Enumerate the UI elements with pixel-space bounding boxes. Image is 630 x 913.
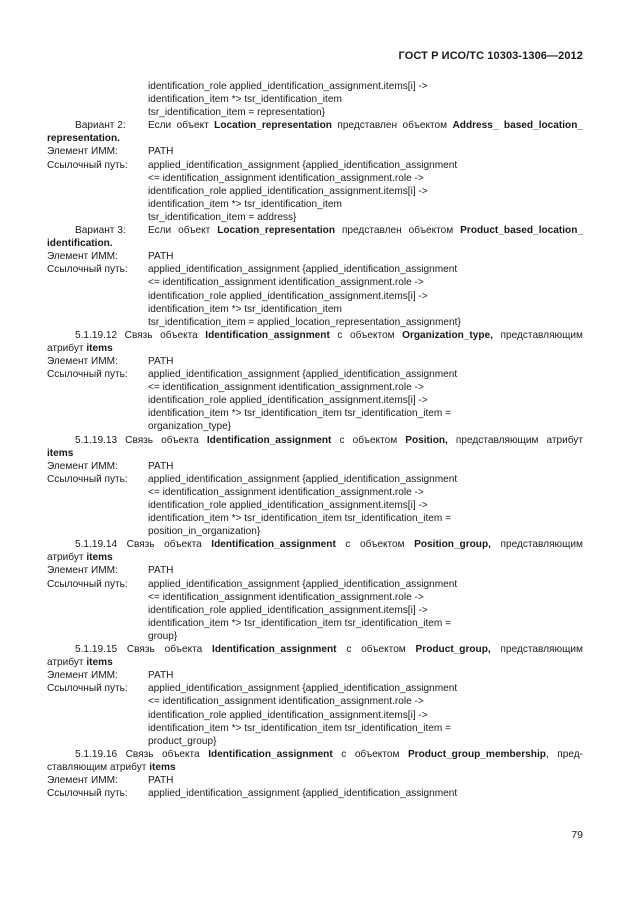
section-text: 5.1.19.14 Связь объекта (75, 539, 212, 551)
section-heading-continuation (47, 761, 583, 774)
section-text: атрибут (47, 342, 87, 354)
section-attribute: items (47, 447, 74, 459)
section-text: с объектом (335, 539, 415, 551)
imm-value: PATH (148, 774, 174, 786)
ref-path-line: <= identification_assignment identification_assignment.role -> (148, 486, 424, 498)
ref-path-row (47, 787, 583, 800)
section-heading-5-1-19-14 (47, 538, 583, 551)
variant-entity-a: Location_representation (217, 225, 336, 237)
section-text: представляющим (490, 644, 583, 656)
ref-path-line: applied_identification_assignment {applied_identification_assignment (148, 159, 458, 171)
section-text: представляющим (492, 329, 583, 341)
imm-label: Элемент ИММ: (47, 670, 118, 682)
section-heading-continuation (47, 447, 583, 460)
ref-path-line: identification_item *> tsr_identification_item tsr_identification_item = (148, 513, 451, 525)
imm-value: PATH (148, 670, 174, 682)
imm-element-row (47, 250, 583, 263)
ref-path-line: applied_identification_assignment {applied_identification_assignment (148, 264, 458, 276)
variant-text-b: представлен объектом (331, 120, 453, 132)
imm-element-row (47, 145, 583, 158)
ref-path-line: <= identification_assignment identification_assignment.role -> (148, 172, 424, 184)
section-attribute: items (86, 552, 113, 564)
imm-element-row (47, 355, 583, 368)
variant-text-a: Если объект (148, 225, 218, 237)
imm-label: Элемент ИММ: (47, 251, 118, 263)
ref-path-line: tsr_identification_item = applied_location_representation_assignment} (148, 316, 461, 328)
ref-path-line: identification_role applied_identification_assignment.items[i] -> (148, 500, 428, 511)
ref-path-line: product_group} (148, 735, 217, 747)
ref-path-label: Ссылочный путь: (47, 264, 128, 276)
imm-label: Элемент ИММ: (47, 355, 118, 367)
section-heading-5-1-19-16 (47, 748, 583, 761)
section-text: с объектом (336, 644, 416, 656)
section-text: с объектом (332, 748, 408, 760)
variant-text-a: Если объект (148, 120, 215, 132)
variant-3-heading (47, 224, 583, 237)
ref-path-line: applied_identification_assignment {applied_identification_assignment (148, 369, 458, 381)
ref-path-line: applied_identification_assignment {applied_identification_assignment (148, 683, 458, 695)
ref-path-line: tsr_identification_item = address} (148, 211, 297, 223)
ref-path-line: identification_item *> tsr_identification_item (148, 303, 342, 315)
section-entity-b: Product_group, (415, 644, 491, 656)
ref-path-line: tsr_identification_item = representation} (148, 107, 326, 119)
variant-label: Вариант 3: (75, 225, 126, 237)
section-heading-5-1-19-12 (47, 329, 583, 342)
variant-text-b: представлен объектом (335, 225, 461, 237)
imm-value: PATH (148, 565, 174, 577)
ref-path-line: identification_item *> tsr_identification_item tsr_identification_item = (148, 722, 451, 734)
page-header: ГОСТ Р ИСО/ТС 10303-1306—2012 (398, 50, 583, 62)
ref-path-line: group} (148, 630, 178, 642)
section-text: представляющим атрибут (447, 434, 583, 446)
variant-entity-b: Product_based_location_ (460, 225, 583, 237)
ref-path-line: identification_role applied_identification_assignment.items[i] -> (148, 290, 428, 302)
ref-path-line: applied_identification_assignment {applied_identification_assignment (148, 788, 458, 800)
ref-path-line: <= identification_assignment identification_assignment.role -> (148, 696, 424, 708)
section-text: 5.1.19.15 Связь объекта (75, 644, 213, 656)
section-entity-a: Identification_assignment (205, 329, 330, 341)
imm-element-row (47, 669, 583, 682)
section-entity-a: Identification_assignment (208, 748, 333, 760)
ref-path-line: applied_identification_assignment {applied_identification_assignment (148, 473, 458, 485)
section-entity-a: Identification_assignment (206, 434, 332, 446)
ref-path-line: organization_type} (148, 421, 232, 433)
section-entity-b: Product_group_membership (407, 748, 546, 760)
ref-path-line: identification_role applied_identification_assignment.items[i] -> (148, 81, 428, 92)
ref-path-row (47, 682, 583, 695)
ref-path-line: identification_item *> tsr_identification_item tsr_identification_item = (148, 408, 451, 420)
section-text: представляющим (490, 539, 583, 551)
ref-path-label: Ссылочный путь: (47, 159, 128, 171)
ref-path-row (47, 263, 583, 276)
section-text: 5.1.19.12 Связь объекта (75, 329, 206, 341)
ref-path-row (47, 368, 583, 381)
section-text: с объектом (329, 329, 403, 341)
section-text: атрибут (47, 552, 87, 564)
ref-path-row (47, 578, 583, 591)
section-heading-continuation (47, 342, 583, 355)
section-attribute: items (86, 657, 113, 669)
section-heading-continuation (47, 656, 583, 669)
variant-entity-a: Location_representation (214, 120, 332, 132)
variant-text (148, 224, 583, 237)
imm-label: Элемент ИММ: (47, 565, 118, 577)
section-text: , пред- (545, 748, 583, 760)
variant-2-continuation (47, 132, 583, 145)
ref-path-label: Ссылочный путь: (47, 578, 128, 590)
section-text: 5.1.19.13 Связь объекта (75, 434, 207, 446)
imm-element-row (47, 774, 583, 787)
variant-2-heading (47, 119, 583, 132)
section-entity-a: Identification_assignment (211, 539, 336, 551)
ref-path-line: <= identification_assignment identification_assignment.role -> (148, 277, 424, 289)
variant-label: Вариант 2: (75, 120, 126, 132)
section-entity-b: Organization_type, (402, 329, 493, 341)
variant-3-continuation (47, 237, 583, 250)
section-text: ставляющим атрибут (47, 761, 150, 773)
section-text: с объектом (331, 434, 406, 446)
ref-path-label: Ссылочный путь: (47, 369, 128, 381)
section-attribute: items (149, 761, 176, 773)
ref-path-line: <= identification_assignment identification_assignment.role -> (148, 591, 424, 603)
section-heading-5-1-19-15 (47, 643, 583, 656)
variant-entity-b: Address_ based_location_ (452, 120, 584, 132)
section-entity-b: Position, (405, 434, 448, 446)
imm-value: PATH (148, 460, 174, 472)
ref-path-line: identification_item *> tsr_identification_item (148, 198, 342, 210)
section-heading-5-1-19-13 (47, 434, 583, 447)
section-entity-b: Position_group, (414, 539, 491, 551)
page-content (47, 80, 583, 800)
ref-path-line: position_in_organization} (148, 526, 261, 538)
ref-path-row (47, 473, 583, 486)
ref-path-label: Ссылочный путь: (47, 788, 128, 800)
section-text: атрибут (47, 657, 87, 669)
section-text: 5.1.19.16 Связь объекта (75, 748, 209, 760)
ref-path-line: identification_role applied_identification_assignment.items[i] -> (148, 604, 428, 616)
imm-value: PATH (148, 355, 174, 367)
ref-path-line: <= identification_assignment identification_assignment.role -> (148, 382, 424, 394)
ref-path-row (47, 159, 583, 172)
section-attribute: items (86, 342, 113, 354)
variant-entity-c: identification. (47, 238, 113, 250)
variant-text (148, 119, 583, 132)
imm-element-row (47, 564, 583, 577)
imm-value: PATH (148, 146, 174, 158)
ref-path-line: identification_role applied_identification_assignment.items[i] -> (148, 185, 428, 197)
imm-label: Элемент ИММ: (47, 460, 118, 472)
ref-path-label: Ссылочный путь: (47, 473, 128, 485)
variant-entity-c: representation. (47, 133, 120, 145)
ref-path-line: applied_identification_assignment {applied_identification_assignment (148, 578, 458, 590)
ref-path-label: Ссылочный путь: (47, 683, 128, 695)
imm-label: Элемент ИММ: (47, 774, 118, 786)
imm-label: Элемент ИММ: (47, 146, 118, 158)
section-entity-a: Identification_assignment (212, 644, 337, 656)
ref-path-line: identification_item *> tsr_identification_item (148, 94, 342, 106)
section-heading-continuation (47, 551, 583, 564)
page-number: 79 (571, 829, 583, 841)
ref-path-line: identification_item *> tsr_identification_item tsr_identification_item = (148, 617, 451, 629)
ref-path-line: identification_role applied_identification_assignment.items[i] -> (148, 709, 428, 721)
ref-path-line: identification_role applied_identification_assignment.items[i] -> (148, 395, 428, 407)
imm-value: PATH (148, 251, 174, 263)
imm-element-row (47, 460, 583, 473)
